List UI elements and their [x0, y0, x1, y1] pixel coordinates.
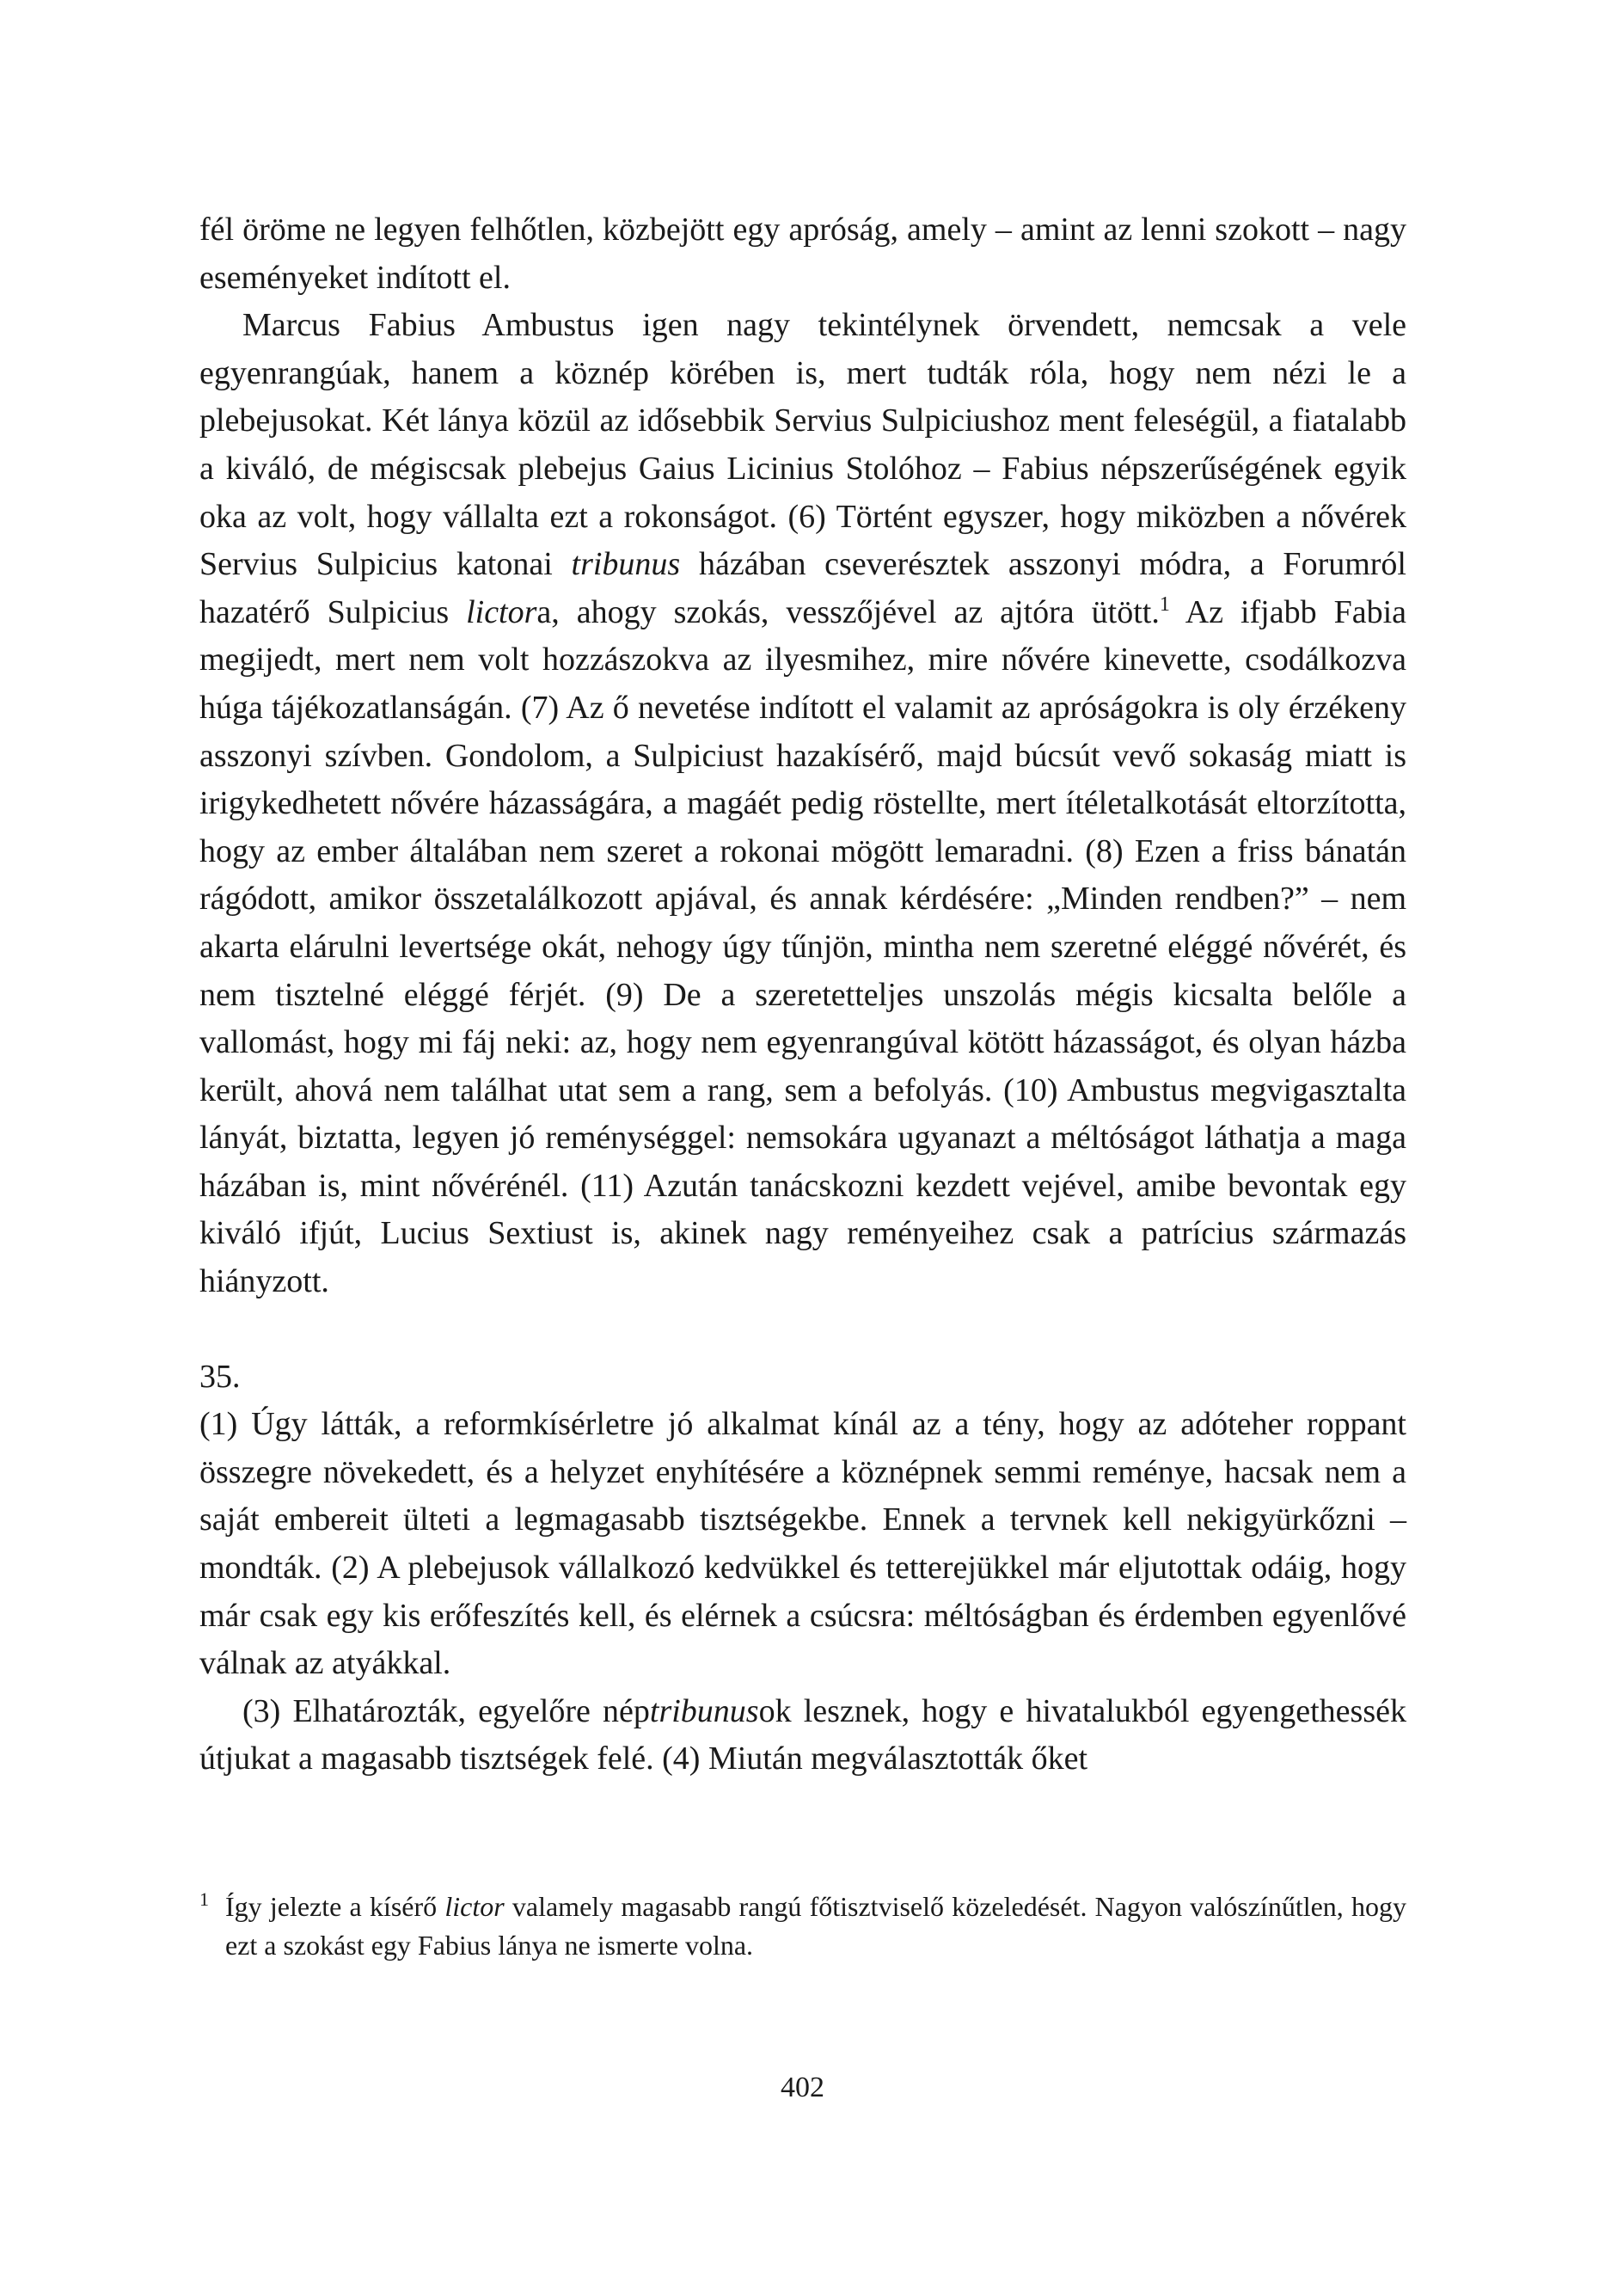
paragraph: fél öröme ne legyen felhőtlen, közbejött egy apróság, amely – amint az lenni szokott – nagy eseményeket indított el.: [199, 212, 1406, 296]
footnote-text: valamely magasabb rangú főtisztviselő közeledését. Nagyon valószínűtlen, hogy ezt a szokást egy Fabius lánya ne ismerte volna.: [225, 1891, 1407, 1961]
footnote-reference[interactable]: 1: [1159, 592, 1170, 616]
text-run: (3) Elhatározták, egyelőre nép: [242, 1692, 650, 1729]
italic-term: lictor: [444, 1891, 505, 1922]
paragraph: [199, 302, 1406, 1305]
text-run: ok lesznek, hogy e hivatalukból egyengethessék útjukat a magasabb tisztségek felé. (4) Miután megválasztották őket: [199, 1692, 1406, 1777]
footnotes: [199, 1888, 1406, 1965]
paragraph: [199, 1688, 1406, 1783]
footnote-text: Így jelezte a kísérő: [225, 1891, 445, 1922]
footnote: 1 Így jelezte a kísérő lictor valamely magasabb rangú főtisztviselő közeledését. Nagyon valószínűtlen, hogy ezt a szokást egy Fabius lánya ne ismerte volna.: [199, 1888, 1407, 1961]
text-run: a, ahogy szokás, vesszőjével az ajtóra ütött.: [536, 593, 1160, 630]
section-number: 35.: [199, 1358, 241, 1395]
text-run: házában cseverésztek asszonyi módra, a Forumról hazatérő Sulpicius: [199, 546, 1406, 630]
paragraph: (1) Úgy látták, a reformkísérletre jó alkalmat kínál az a tény, hogy az adóteher roppant összegre növekedett, és a helyzet enyhítésére a köznépnek semmi reménye, hacsak nem a saját embereit ülteti a legmagasabb tisztségekbe. Ennek a tervnek kell nekigyürkőzni – mondták. (2) A plebejusok vállalkozó kedvükkel és tetterejükkel már eljutottak odáig, hogy már csak egy kis erőfeszítés kell, és elérnek a csúcsra: méltóságban és érdemben egyenlővé válnak az atyákkal.: [199, 1406, 1406, 1682]
italic-term: tribunus: [649, 1692, 759, 1729]
page-number: 402: [781, 2072, 824, 2103]
body-text: [199, 206, 1406, 1783]
italic-term: lictor: [466, 593, 537, 630]
italic-term: tribunus: [571, 546, 681, 583]
text-run: Az ifjabb Fabia megijedt, mert nem volt hozzászokva az ilyesmihez, mire nővére kinevette, csodálkozva húga tájékozatlanságán. (7) Az ő nevetése indított el valamit az apróságokra is oly érzékeny asszonyi szívben. Gondolom, a Sulpiciust hazakísérő, majd búcsút vevő sokaság miatt is irigykedhetett nővére házasságára, a magáét pedig röstellte, mert ítéletalkotását eltorzította, hogy az ember általában nem szeret a rokonai mögött lemaradni. (8) Ezen a friss bánatán rágódott, amikor összetalálkozott apjával, és annak kérdésére: „Minden rendben?” – nem akarta elárulni levertsége okát, nehogy úgy tűnjön, mintha nem szeretné eléggé nővérét, és nem tisztelné eléggé férjét. (9) De a szeretetteljes unszolás mégis kicsalta belőle a vallomást, hogy mi fáj neki: az, hogy nem egyenrangúval kötött házasságot, és olyan házba került, ahová nem találhat utat sem a rang, sem a befolyás. (10) Ambustus megvigasztalta lányát, biztatta, legyen jó reménységgel: nemsokára ugyanazt a méltóságot láthatja a maga házában is, mint nővérénél. (11) Azután tanácskozni kezdett vejével, amibe bevontak egy kiváló ifjút, Lucius Sextiust is, akinek nagy reményeihez csak a patrícius származás hiányzott.: [199, 593, 1407, 1300]
text-run: Marcus Fabius Ambustus igen nagy tekintélynek örvendett, nemcsak a vele egyenrangúak, hanem a köznép körében is, mert tudták róla, hogy nem nézi le a plebejusokat. Két lánya közül az idősebbik Servius Sulpiciushoz ment feleségül, a fiatalabb a kiváló, de mégiscsak plebejus Gaius Licinius Stolóhoz – Fabius népszerűségének egyik oka az volt, hogy vállalta ezt a rokonságot. (6) Történt egyszer, hogy miközben a nővérek Servius Sulpicius katonai: [199, 307, 1406, 583]
